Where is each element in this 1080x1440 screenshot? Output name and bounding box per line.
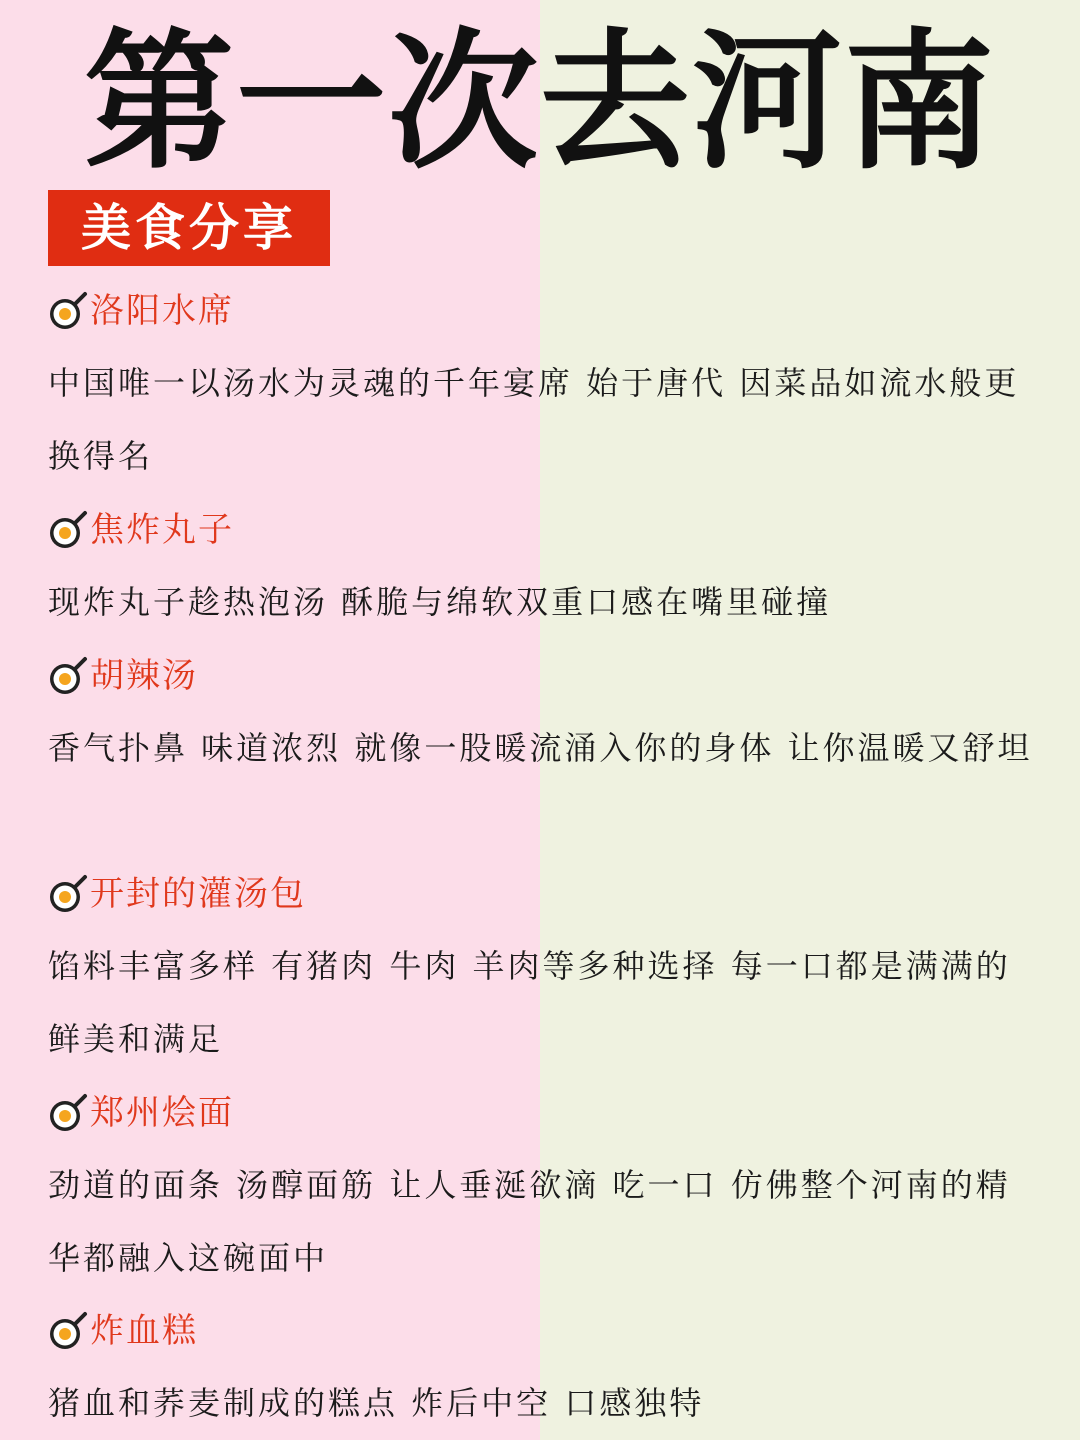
food-item-title: 焦炸丸子: [90, 510, 234, 550]
food-item-description: 香气扑鼻 味道浓烈 就像一股暖流涌入你的身体 让你温暖又舒坦: [48, 729, 1033, 767]
food-item-description: 中国唯一以汤水为灵魂的千年宴席 始于唐代 因菜品如流水般更换得名: [48, 364, 1020, 475]
food-item-description: 劲道的面条 汤醇面筋 让人垂涎欲滴 吃一口 仿佛整个河南的精华都融入这碗面中: [48, 1166, 1011, 1277]
food-item-heading: [48, 287, 234, 335]
food-item-heading: [48, 1089, 234, 1137]
food-item-title: 炸血糕: [90, 1311, 198, 1351]
food-item-title: 胡辣汤: [90, 656, 198, 696]
page-title: 第一次去河南: [83, 16, 996, 190]
food-item-heading: [48, 506, 234, 554]
frying-pan-egg-icon: [48, 874, 88, 914]
frying-pan-egg-icon: [48, 1093, 88, 1133]
food-item-title: 开封的灌汤包: [90, 874, 306, 914]
food-item-heading: [48, 1307, 198, 1355]
frying-pan-egg-icon: [48, 291, 88, 331]
frying-pan-egg-icon: [48, 510, 88, 550]
food-item-description: 现炸丸子趁热泡汤 酥脆与绵软双重口感在嘴里碰撞: [48, 583, 832, 621]
frying-pan-egg-icon: [48, 656, 88, 696]
frying-pan-egg-icon: [48, 1311, 88, 1351]
food-item-description: 馅料丰富多样 有猪肉 牛肉 羊肉等多种选择 每一口都是满满的鲜美和满足: [48, 947, 1011, 1058]
food-item-heading: [48, 870, 306, 918]
food-item-title: 郑州烩面: [90, 1093, 234, 1133]
food-item-title: 洛阳水席: [90, 291, 234, 331]
food-item-heading: [48, 652, 198, 700]
food-item-description: 猪血和荞麦制成的糕点 炸后中空 口感独特: [48, 1384, 705, 1422]
category-badge: 美食分享: [48, 190, 330, 266]
